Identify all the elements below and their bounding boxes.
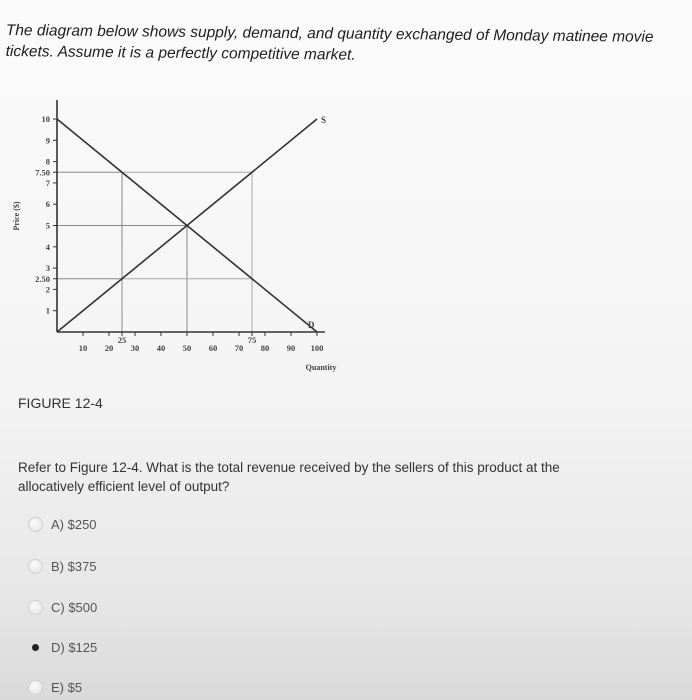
y-tick-label: 4	[45, 241, 50, 252]
choice-label: A) $250	[51, 516, 97, 532]
x-tick-label: 50	[182, 343, 192, 353]
y-tick-label: 7.50	[35, 167, 50, 178]
choice-label: C) $500	[51, 599, 98, 615]
y-tick-label: 1	[45, 305, 50, 316]
x-tick-label: 100	[310, 343, 324, 353]
x-tick-label: 25	[117, 335, 127, 345]
radio-button[interactable]	[28, 559, 43, 574]
supply-label: S	[321, 115, 327, 125]
choice-a[interactable]	[28, 513, 97, 535]
y-axis-title: Price ($)	[12, 201, 21, 231]
x-axis-title: Quantity	[305, 363, 337, 372]
question-header: The diagram below shows supply, demand, and quantity exchanged of Monday matinee movie tickets. Assume it is a perfectly competitive market.	[5, 21, 654, 64]
x-tick-label: 90	[286, 343, 296, 353]
y-tick-label: 8	[45, 156, 50, 167]
y-tick-label: 5	[45, 220, 50, 231]
x-tick-label: 20	[104, 343, 114, 353]
x-tick-label: 30	[130, 343, 140, 353]
x-tick-label: 40	[156, 343, 166, 353]
y-tick-label: 2.50	[35, 273, 50, 284]
choice-e[interactable]	[28, 676, 82, 698]
demand-label: D	[308, 320, 315, 330]
y-tick-label: 6	[45, 199, 50, 210]
question-prompt: Refer to Figure 12-4. What is the total revenue received by the sellers of this product at the allocatively efficient level of output?	[18, 460, 560, 494]
radio-button[interactable]	[28, 517, 43, 532]
radio-button[interactable]	[28, 640, 43, 655]
x-tick-label: 70	[234, 343, 244, 353]
y-tick-label: 10	[41, 114, 50, 124]
figure-caption: FIGURE 12-4	[18, 395, 103, 411]
x-tick-label: 10	[78, 343, 88, 353]
radio-button[interactable]	[28, 600, 43, 615]
choice-label: E) $5	[51, 679, 83, 695]
y-tick-label: 7	[45, 177, 50, 188]
choice-b[interactable]	[28, 555, 97, 577]
choice-c[interactable]	[28, 596, 97, 618]
x-tick-label: 80	[260, 343, 270, 353]
y-tick-label: 3	[45, 263, 50, 274]
y-tick-label: 2	[45, 284, 50, 295]
x-tick-label: 75	[247, 335, 257, 345]
x-tick-label: 60	[208, 343, 218, 353]
choice-d[interactable]	[28, 636, 97, 658]
radio-button[interactable]	[28, 680, 43, 695]
choice-label: D) $125	[51, 639, 98, 655]
y-tick-label: 9	[45, 135, 50, 146]
choice-label: B) $375	[51, 558, 97, 574]
